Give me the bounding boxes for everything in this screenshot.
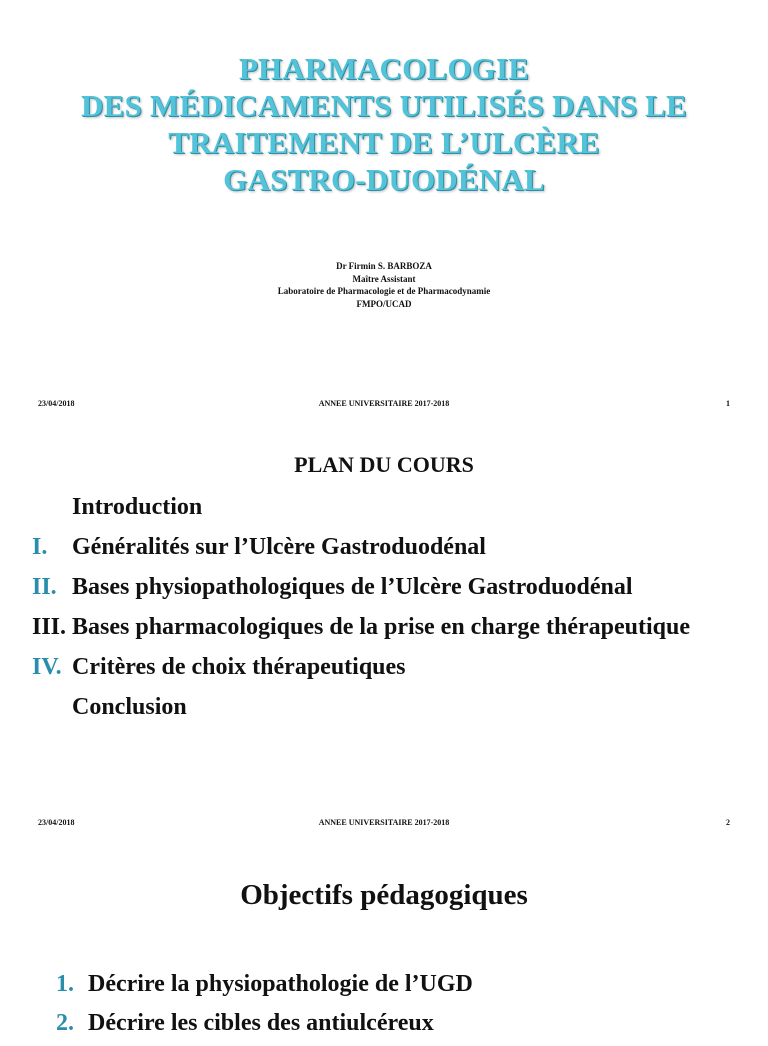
plan-item-text: Bases physiopathologiques de l’Ulcère Gastroduodénal — [72, 574, 633, 600]
title-line: TRAITEMENT DE L’ULCÈRE — [168, 125, 600, 160]
plan-item-introduction — [32, 491, 752, 524]
plan-heading: PLAN DU COURS — [294, 452, 474, 477]
objective-marker: 2. — [56, 1010, 74, 1036]
plan-item-generalites — [32, 531, 752, 564]
objective-text: Décrire les cibles des antiulcéreux — [88, 1010, 434, 1036]
footer-date: 23/04/2018 — [38, 399, 75, 408]
plan-item-marker: II. — [32, 574, 57, 600]
plan-item-pharmacologie — [32, 611, 752, 644]
author-institution: FMPO/UCAD — [356, 298, 412, 309]
footer-date: 23/04/2018 — [38, 818, 75, 827]
footer-academic-year: ANNEE UNIVERSITAIRE 2017-2018 — [318, 818, 450, 827]
footer-academic-year: ANNEE UNIVERSITAIRE 2017-2018 — [318, 399, 450, 408]
plan-item-marker: I. — [32, 534, 48, 560]
plan-item-marker: III. — [32, 614, 67, 640]
author-block — [0, 260, 768, 310]
title-line: GASTRO-DUODÉNAL — [223, 162, 545, 197]
objective-item — [56, 968, 756, 1001]
objectives-list — [56, 968, 756, 1046]
plan-item-text: Conclusion — [72, 694, 187, 720]
plan-item-physiopathologie — [32, 571, 752, 604]
objectives-heading: Objectifs pédagogiques — [240, 879, 528, 911]
plan-item-marker: IV. — [32, 654, 62, 680]
title-line: PHARMACOLOGIE — [238, 51, 530, 86]
author-name: Dr Firmin S. BARBOZA — [336, 261, 432, 271]
plan-list — [32, 491, 752, 731]
plan-item-text: Introduction — [72, 494, 203, 520]
objective-text: Décrire la physiopathologie de l’UGD — [88, 971, 473, 997]
objective-marker: 1. — [56, 971, 74, 997]
slide-title — [0, 50, 768, 198]
plan-item-text: Critères de choix thérapeutiques — [72, 654, 406, 680]
title-line: DES MÉDICAMENTS UTILISÉS DANS LE — [81, 88, 687, 123]
plan-item-text: Généralités sur l’Ulcère Gastroduodénal — [72, 534, 486, 560]
plan-item-conclusion — [32, 691, 752, 724]
author-laboratory: Laboratoire de Pharmacologie et de Pharmacodynamie — [277, 286, 491, 296]
plan-item-text: Bases pharmacologiques de la prise en charge thérapeutique — [72, 614, 690, 640]
footer-page-number: 2 — [726, 818, 730, 827]
plan-item-criteres — [32, 651, 752, 684]
objectives-slide — [0, 840, 768, 1036]
footer-page-number: 1 — [726, 399, 730, 408]
plan-slide — [0, 430, 768, 830]
title-slide — [0, 0, 768, 420]
slide-footer — [0, 399, 768, 413]
slide-footer — [0, 818, 768, 832]
author-position: Maître Assistant — [352, 273, 416, 284]
